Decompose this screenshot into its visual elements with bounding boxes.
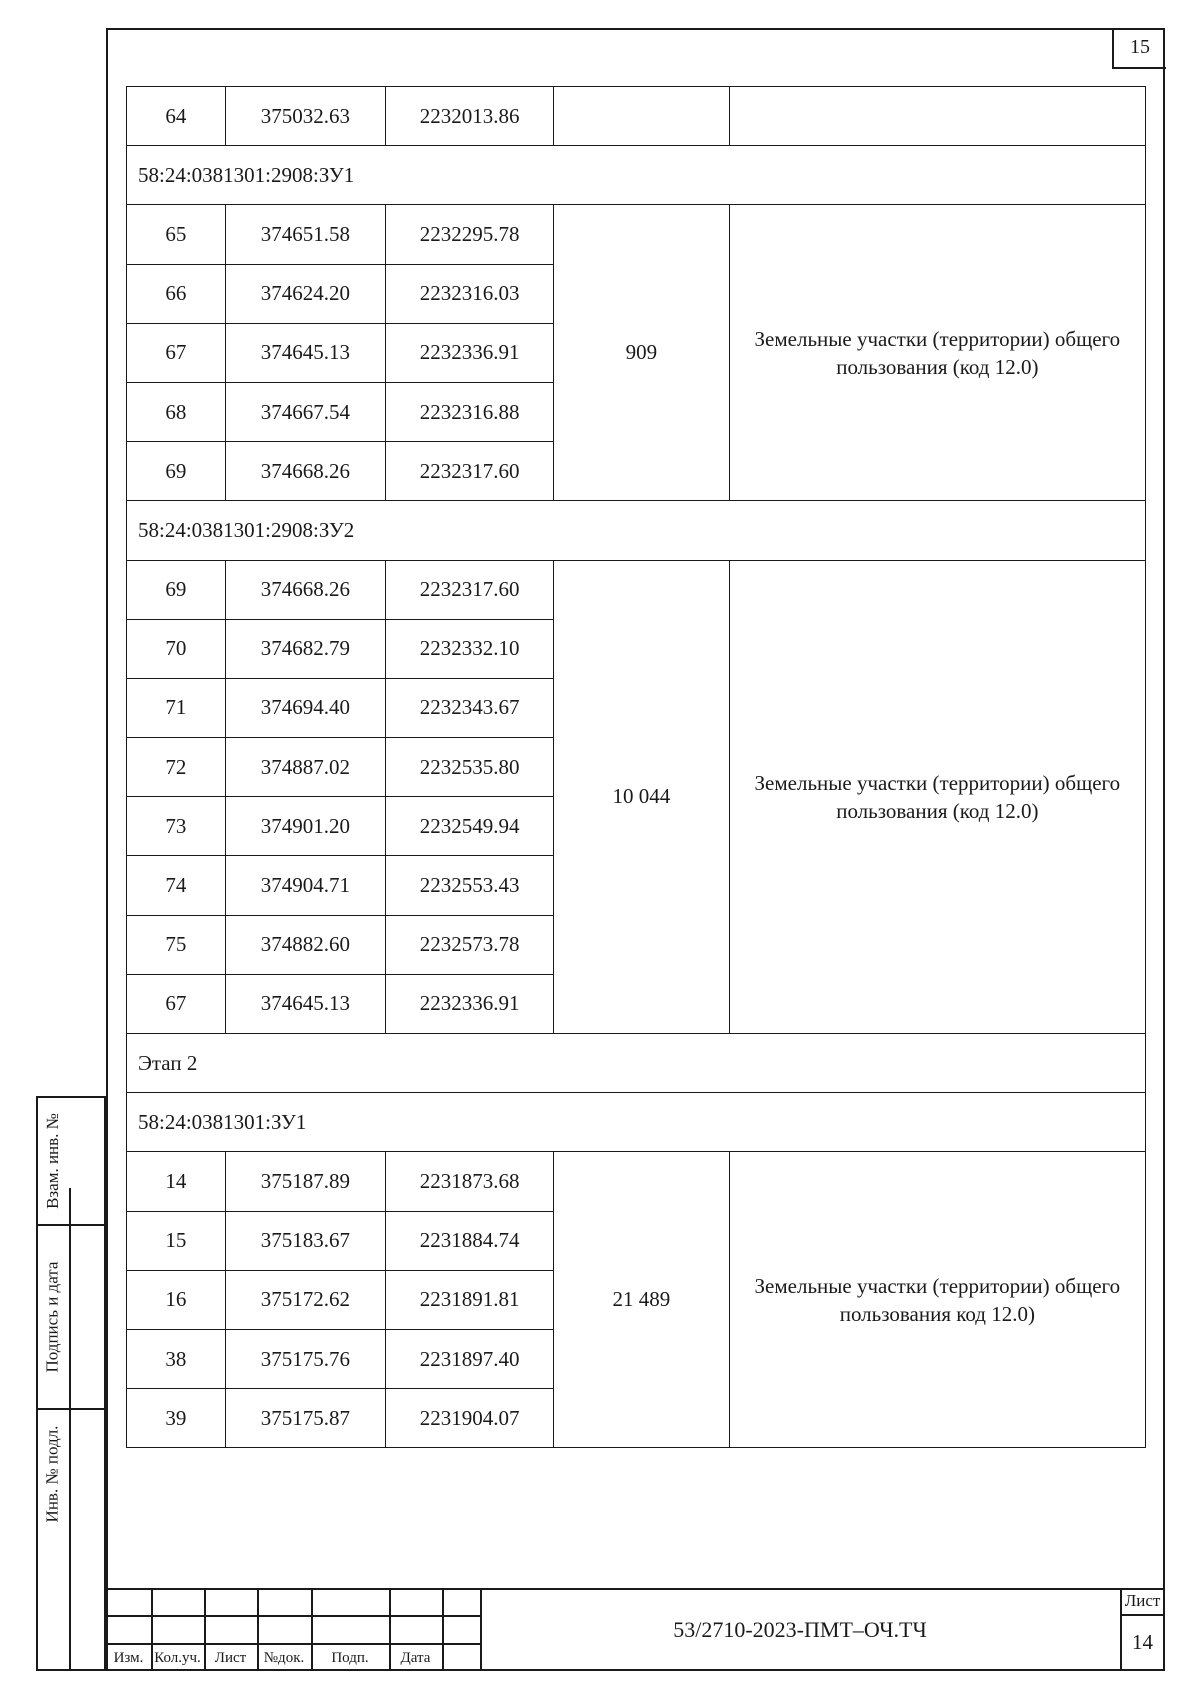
coord-x: 375175.87 (225, 1389, 385, 1448)
point-number: 66 (127, 264, 226, 323)
land-use-cell (729, 87, 1145, 146)
sheet-number: 14 (1132, 1630, 1153, 1654)
coord-x: 374694.40 (225, 678, 385, 737)
coord-y: 2232535.80 (386, 738, 554, 797)
coord-x: 374882.60 (225, 915, 385, 974)
coord-y: 2231891.81 (386, 1270, 554, 1329)
point-number: 75 (127, 915, 226, 974)
section-row (127, 1034, 1146, 1093)
coord-x: 374904.71 (225, 856, 385, 915)
coord-y: 2231897.40 (386, 1329, 554, 1388)
coord-y: 2231904.07 (386, 1389, 554, 1448)
page-number: 15 (1112, 28, 1166, 69)
area-cell: 909 (554, 205, 730, 501)
coord-x: 375187.89 (225, 1152, 385, 1211)
coord-y: 2232316.03 (386, 264, 554, 323)
coord-x: 374624.20 (225, 264, 385, 323)
coord-x: 375032.63 (225, 87, 385, 146)
coord-x: 374668.26 (225, 560, 385, 619)
section-label: 58:24:0381301:2908:ЗУ2 (127, 501, 1146, 560)
section-row (127, 1093, 1146, 1152)
coord-y: 2231873.68 (386, 1152, 554, 1211)
table-row (127, 87, 1146, 146)
coord-y: 2232549.94 (386, 797, 554, 856)
tb-ndok: №док. (263, 1650, 305, 1666)
area-cell: 21 489 (554, 1152, 730, 1448)
side-label-inv: Инв. № подл. (42, 1425, 62, 1522)
table-row (127, 560, 1146, 619)
point-number: 69 (127, 560, 226, 619)
point-number: 68 (127, 382, 226, 441)
coord-x: 374682.79 (225, 619, 385, 678)
coord-x: 374668.26 (225, 442, 385, 501)
point-number: 70 (127, 619, 226, 678)
coord-x: 374645.13 (225, 323, 385, 382)
coord-x: 375172.62 (225, 1270, 385, 1329)
section-label: 58:24:0381301:ЗУ1 (127, 1093, 1146, 1152)
coord-y: 2232316.88 (386, 382, 554, 441)
land-use-cell: Земельные участки (территории) общего пользования (код 12.0) (729, 205, 1145, 501)
point-number: 14 (127, 1152, 226, 1211)
tb-izm: Изм. (113, 1650, 144, 1666)
document-code: 53/2710-2023-ПМТ–ОЧ.ТЧ (673, 1616, 927, 1642)
area-cell (554, 87, 730, 146)
land-use-cell: Земельные участки (территории) общего пользования код 12.0) (729, 1152, 1145, 1448)
sheet-label: Лист (1124, 1591, 1161, 1610)
coord-y: 2232336.91 (386, 323, 554, 382)
coord-y: 2232295.78 (386, 205, 554, 264)
coord-x: 374667.54 (225, 382, 385, 441)
point-number: 67 (127, 974, 226, 1033)
point-number: 64 (127, 87, 226, 146)
table-row (127, 1152, 1146, 1211)
coord-y: 2232553.43 (386, 856, 554, 915)
coord-y: 2232573.78 (386, 915, 554, 974)
point-number: 71 (127, 678, 226, 737)
coord-y: 2232336.91 (386, 974, 554, 1033)
coord-x: 374887.02 (225, 738, 385, 797)
coord-y: 2232013.86 (386, 87, 554, 146)
coord-x: 374645.13 (225, 974, 385, 1033)
section-row (127, 501, 1146, 560)
point-number: 73 (127, 797, 226, 856)
side-label-vzam: Взам. инв. № (42, 1113, 62, 1209)
point-number: 67 (127, 323, 226, 382)
coord-x: 374651.58 (225, 205, 385, 264)
tb-kol: Кол.уч. (154, 1650, 201, 1666)
point-number: 15 (127, 1211, 226, 1270)
point-number: 16 (127, 1270, 226, 1329)
point-number: 39 (127, 1389, 226, 1448)
point-number: 38 (127, 1329, 226, 1388)
title-block (106, 1588, 1165, 1671)
coord-x: 374901.20 (225, 797, 385, 856)
point-number: 74 (127, 856, 226, 915)
coord-y: 2231884.74 (386, 1211, 554, 1270)
coord-x: 375183.67 (225, 1211, 385, 1270)
area-cell: 10 044 (554, 560, 730, 1034)
section-label: 58:24:0381301:2908:ЗУ1 (127, 146, 1146, 205)
point-number: 69 (127, 442, 226, 501)
section-row (127, 146, 1146, 205)
tb-podp: Подп. (331, 1650, 369, 1666)
coord-x: 375175.76 (225, 1329, 385, 1388)
tb-data: Дата (400, 1650, 431, 1666)
coord-y: 2232317.60 (386, 442, 554, 501)
land-use-cell: Земельные участки (территории) общего пользования (код 12.0) (729, 560, 1145, 1034)
coord-y: 2232317.60 (386, 560, 554, 619)
point-number: 72 (127, 738, 226, 797)
coord-y: 2232332.10 (386, 619, 554, 678)
side-label-podpis: Подпись и дата (42, 1261, 62, 1373)
table-row (127, 205, 1146, 264)
point-number: 65 (127, 205, 226, 264)
coord-y: 2232343.67 (386, 678, 554, 737)
section-label: Этап 2 (127, 1034, 1146, 1093)
tb-list: Лист (214, 1650, 247, 1666)
coordinates-table (126, 86, 1146, 1448)
